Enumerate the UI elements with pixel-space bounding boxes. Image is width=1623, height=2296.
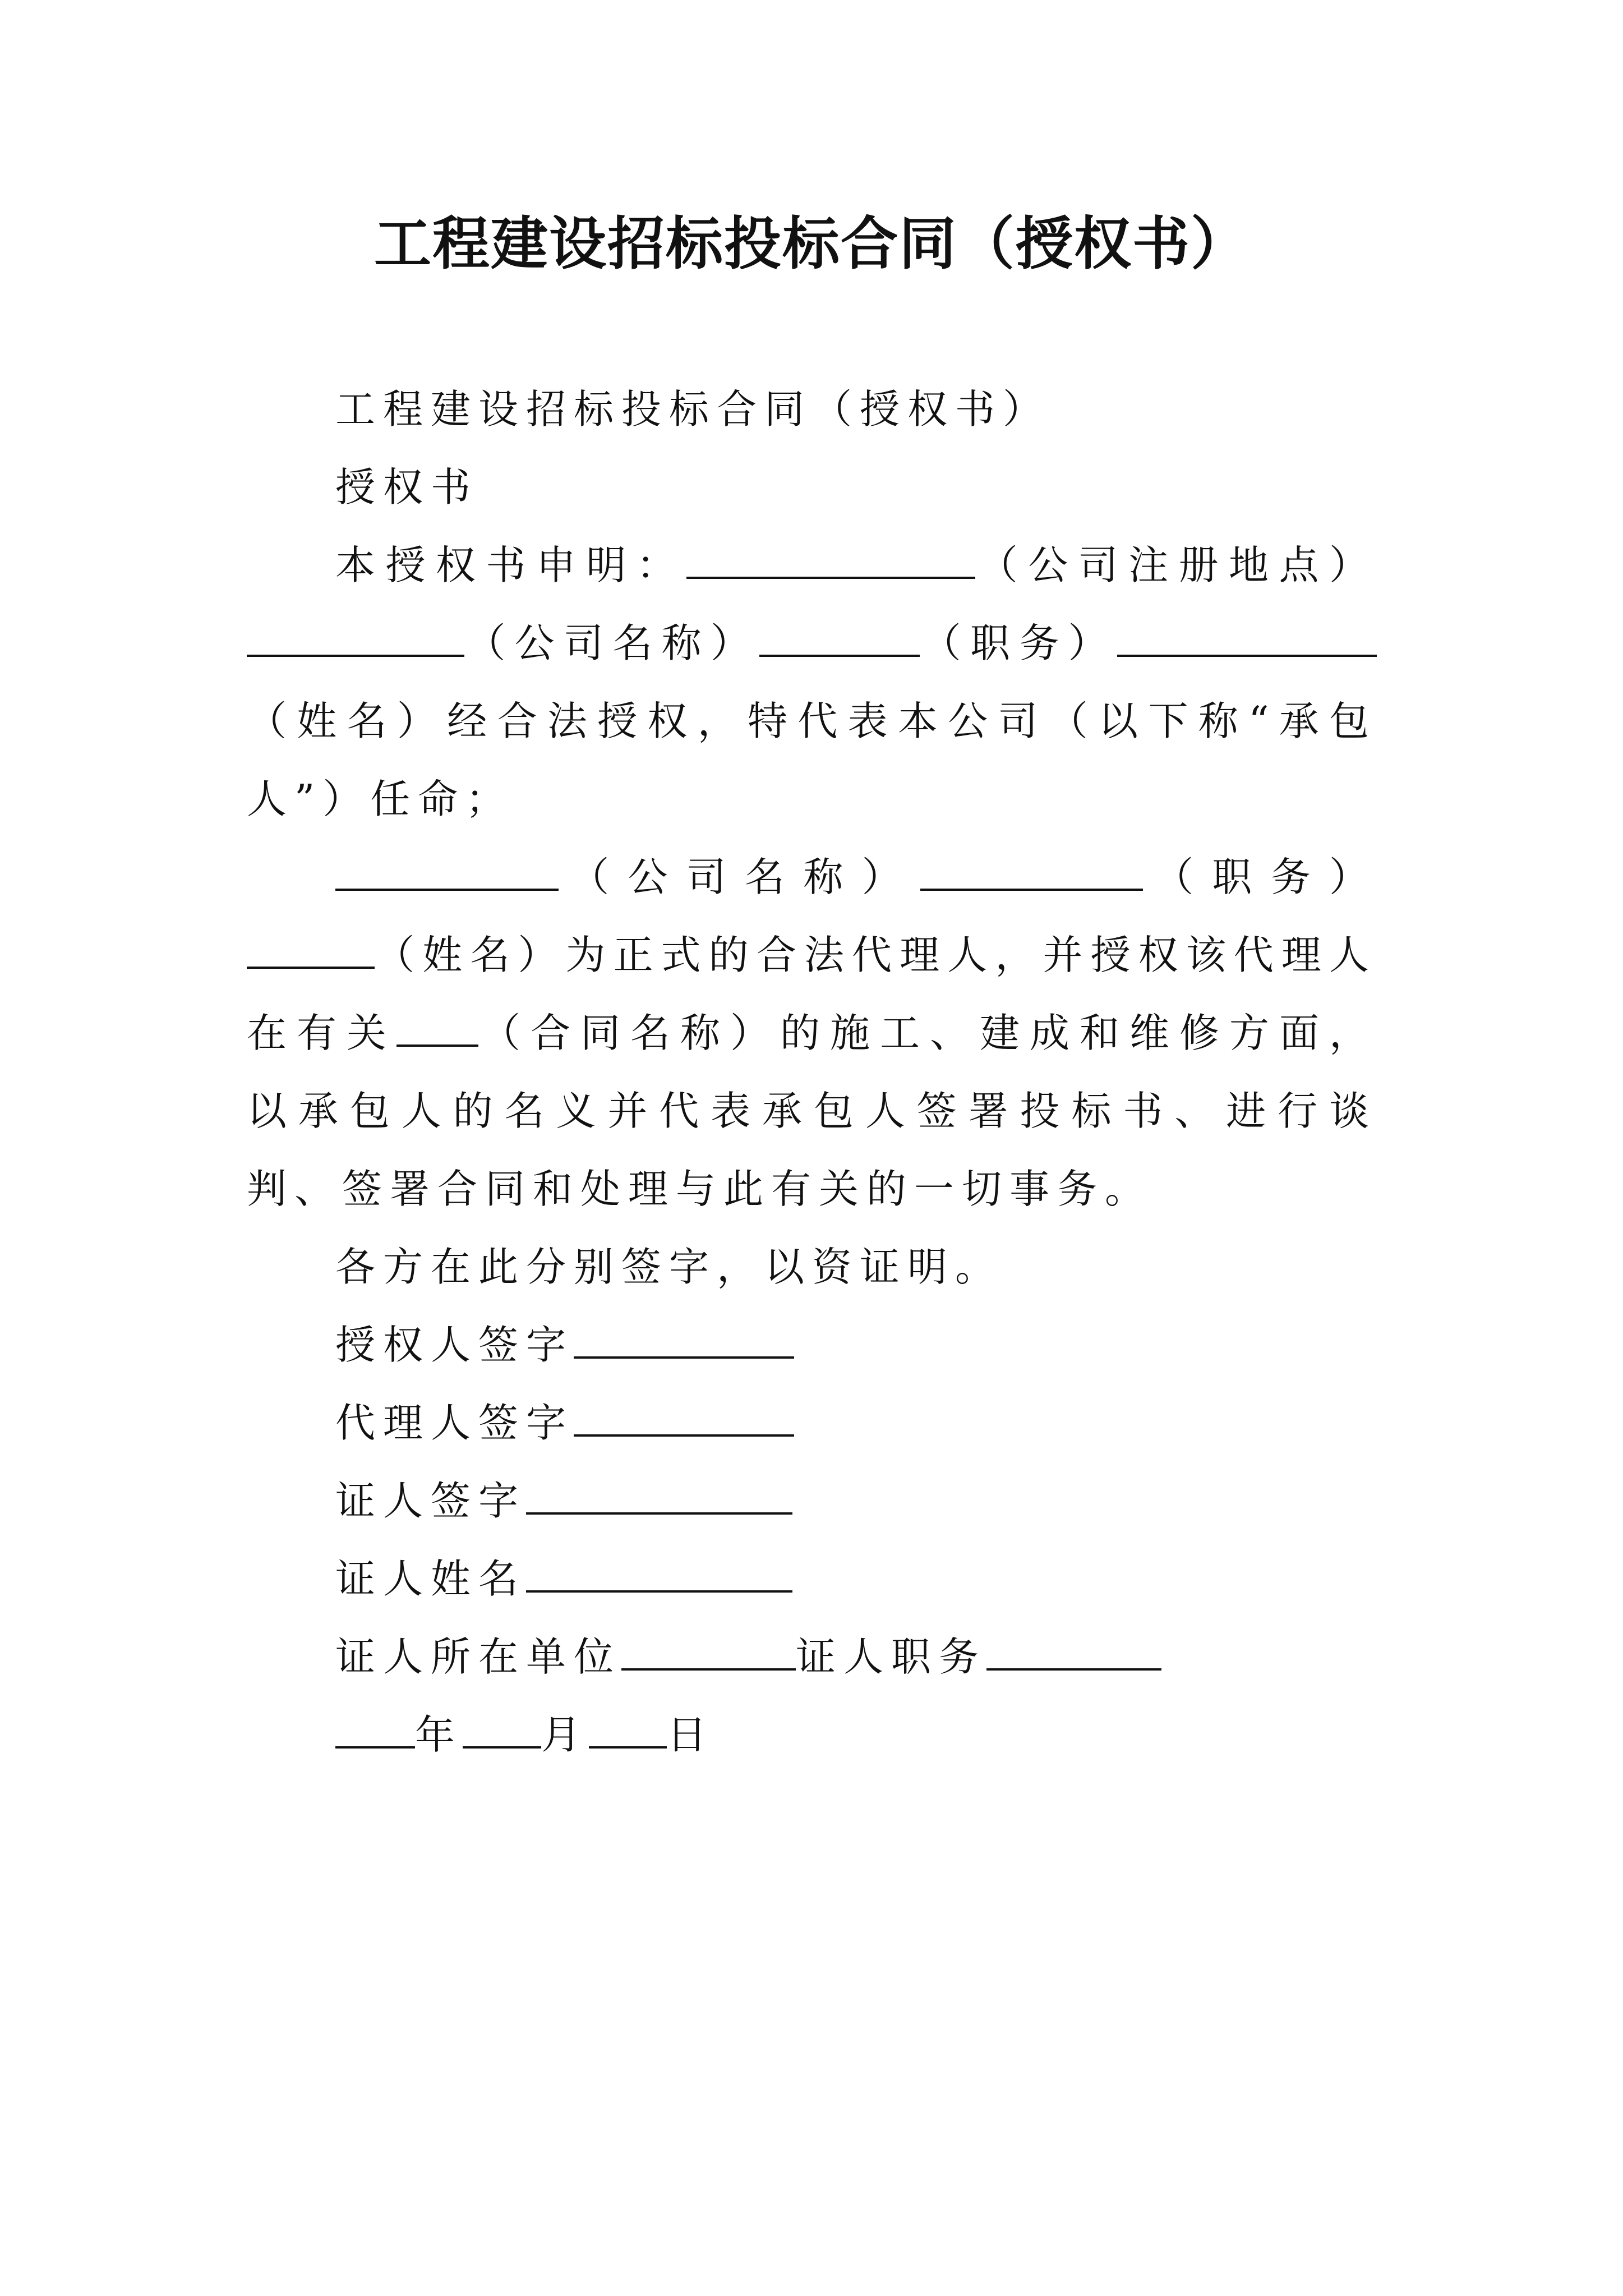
- document-title: 工程建设招标投标合同（授权书）: [374, 210, 1249, 278]
- witness-signature-line: [247, 1462, 1377, 1540]
- witness-name-blank[interactable]: [526, 1556, 792, 1593]
- agent-company-name-label: （公司名称）: [559, 854, 920, 900]
- witness-unit-label: 证人所在单位: [335, 1634, 622, 1680]
- name-label: （姓名）: [247, 698, 448, 744]
- witness-position-label: 证人职务: [796, 1634, 987, 1680]
- agent-name-blank[interactable]: [247, 932, 375, 969]
- agent-signature-line: [247, 1384, 1377, 1462]
- authorizer-signature-label: 授权人签字: [335, 1322, 574, 1368]
- agent-position-blank[interactable]: [920, 854, 1143, 891]
- position-label: （职务）: [920, 620, 1117, 666]
- contract-name-label: （合同名称）: [478, 1010, 780, 1056]
- contract-name-blank[interactable]: [396, 1010, 478, 1047]
- witness-name-line: [247, 1540, 1377, 1618]
- witness-position-blank[interactable]: [986, 1634, 1161, 1671]
- month-blank[interactable]: [463, 1711, 541, 1749]
- witness-unit-blank[interactable]: [621, 1634, 796, 1671]
- witness-signature-blank[interactable]: [526, 1478, 792, 1515]
- agent-company-name-blank[interactable]: [335, 854, 559, 891]
- para1-lead: 本授权书申明：: [335, 542, 687, 588]
- agent-position-label: （职务）: [1142, 854, 1377, 900]
- witness-unit-line: [247, 1618, 1377, 1696]
- agent-name-label: （姓名）: [375, 932, 566, 978]
- document-body: [247, 370, 1377, 1774]
- position-blank[interactable]: [759, 620, 920, 657]
- name-blank[interactable]: [1117, 620, 1377, 657]
- company-location-label: （公司注册地点）: [975, 542, 1377, 588]
- day-label: 日: [667, 1711, 715, 1758]
- year-blank[interactable]: [335, 1711, 415, 1749]
- date-line: [247, 1696, 1377, 1774]
- witness-name-label: 证人姓名: [335, 1556, 527, 1602]
- agent-signature-blank[interactable]: [574, 1400, 794, 1437]
- subtitle: 工程建设招标投标合同（授权书）: [335, 386, 1051, 432]
- witness-signature-label: 证人签字: [335, 1478, 527, 1524]
- para2-tail: 的施工、建成和维修方面，以承包人的名义并代表承包人签署投标书、进行谈判、签署合同和处理与此有关的一切事务。: [247, 1010, 1377, 1212]
- company-name-label: （公司名称）: [464, 620, 760, 666]
- heading: 授权书: [335, 464, 479, 510]
- authorizer-signature-line: [247, 1306, 1377, 1384]
- appointment-paragraph: [247, 838, 1377, 1228]
- company-name-blank-part1[interactable]: [247, 620, 334, 657]
- authorizer-signature-blank[interactable]: [574, 1322, 794, 1359]
- authorization-paragraph: [247, 526, 1377, 838]
- para1-tail: 经合法授权，特代表本公司（以下称“承包人”）任命；: [247, 698, 1377, 822]
- closing-statement: 各方在此分别签字，以资证明。: [335, 1244, 1003, 1290]
- company-name-blank-part2[interactable]: [334, 620, 464, 657]
- agent-signature-label: 代理人签字: [335, 1400, 574, 1446]
- day-blank[interactable]: [589, 1711, 667, 1749]
- para2-middle: 为正式的合法代理人，并授权该代理人在有关: [247, 932, 1377, 1056]
- company-location-blank[interactable]: [686, 542, 975, 579]
- month-label: 月: [541, 1711, 589, 1758]
- year-label: 年: [415, 1711, 463, 1758]
